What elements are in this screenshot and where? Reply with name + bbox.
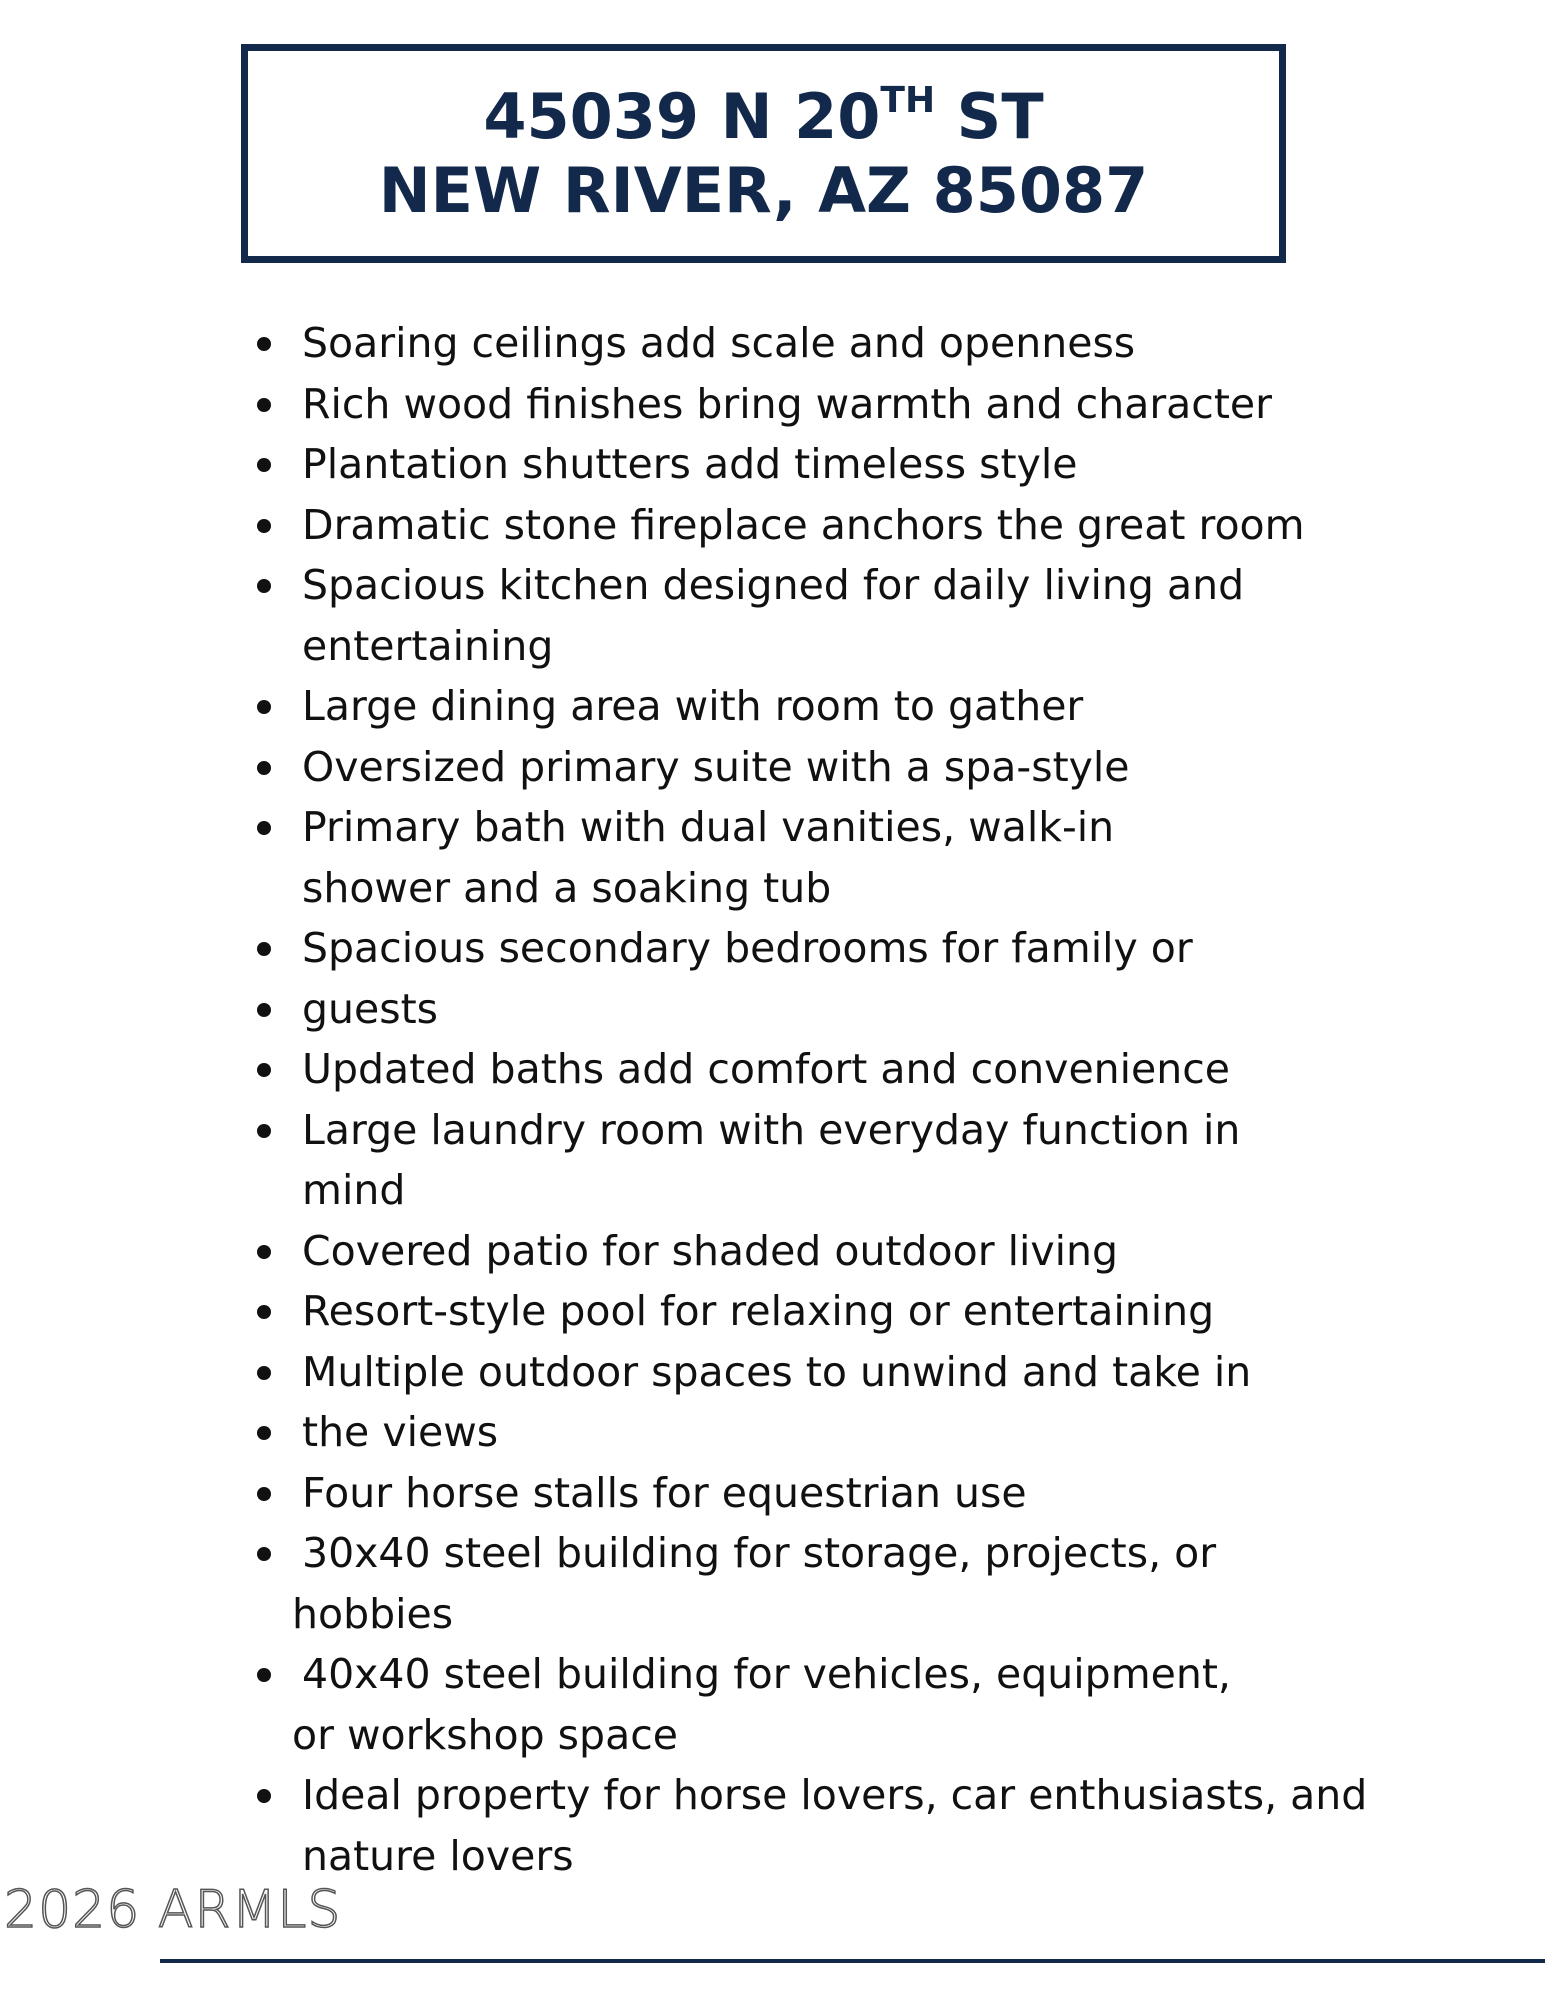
feature-text: Ideal property for horse lovers, car enthusiasts, and xyxy=(302,1771,1368,1819)
bullet-icon xyxy=(257,458,271,472)
bullet-icon xyxy=(257,1668,271,1682)
footer-divider xyxy=(160,1959,1545,1963)
feature-item xyxy=(0,1281,1545,1342)
bullet-icon xyxy=(257,398,271,412)
feature-item xyxy=(0,737,1545,798)
bullet-icon xyxy=(257,1003,271,1017)
feature-text: Soaring ceilings add scale and openness xyxy=(302,319,1136,367)
feature-item xyxy=(0,1100,1545,1221)
address-line-1-superscript: TH xyxy=(880,79,936,121)
bullet-icon xyxy=(257,1366,271,1380)
feature-item xyxy=(0,1342,1545,1403)
address-title-box xyxy=(241,44,1286,263)
feature-item xyxy=(0,1402,1545,1463)
feature-item xyxy=(0,918,1545,979)
feature-text: guests xyxy=(302,984,439,1033)
feature-item xyxy=(0,676,1545,737)
feature-item xyxy=(0,1039,1545,1100)
feature-item xyxy=(0,1644,1545,1765)
address-line-1 xyxy=(483,80,1043,154)
feature-text: Rich wood finishes bring warmth and character xyxy=(302,379,1273,428)
feature-item xyxy=(0,1221,1545,1282)
feature-text: Oversized primary suite with a spa-style xyxy=(302,742,1130,791)
feature-list xyxy=(0,313,1545,1886)
bullet-icon xyxy=(257,1547,271,1561)
address-line-2: NEW RIVER, AZ 85087 xyxy=(378,153,1149,227)
feature-item xyxy=(0,1463,1545,1524)
address-line-1-prefix: 45039 N 20 xyxy=(483,79,881,153)
feature-text: Plantation shutters add timeless style xyxy=(302,440,1078,488)
feature-text: the views xyxy=(302,1408,499,1456)
feature-text: Large laundry room with everyday function in xyxy=(302,1105,1241,1154)
feature-text: Spacious kitchen designed for daily living and xyxy=(302,561,1245,609)
bullet-icon xyxy=(257,1487,271,1501)
bullet-icon xyxy=(257,1063,271,1077)
bullet-icon xyxy=(257,942,271,956)
feature-text-continuation: or workshop space xyxy=(292,1710,678,1759)
bullet-icon xyxy=(257,519,271,533)
feature-item xyxy=(0,979,1545,1040)
feature-text-continuation: mind xyxy=(302,1166,406,1214)
feature-text: Spacious secondary bedrooms for family or xyxy=(302,924,1193,972)
feature-text-continuation: entertaining xyxy=(302,621,554,670)
feature-item xyxy=(0,1523,1545,1644)
bullet-icon xyxy=(257,761,271,775)
feature-text: Resort-style pool for relaxing or entertaining xyxy=(302,1287,1215,1335)
feature-text: Dramatic stone fireplace anchors the great room xyxy=(302,500,1305,549)
feature-text-continuation: hobbies xyxy=(292,1589,454,1638)
feature-item xyxy=(0,495,1545,556)
feature-text: Large dining area with room to gather xyxy=(302,682,1084,730)
feature-item xyxy=(0,434,1545,495)
bullet-icon xyxy=(257,821,271,835)
bullet-icon xyxy=(257,700,271,714)
feature-text: 30x40 steel building for storage, projects, or xyxy=(302,1529,1217,1577)
bullet-icon xyxy=(257,1245,271,1259)
feature-text: Primary bath with dual vanities, walk-in xyxy=(302,803,1115,851)
watermark: 2026 ARMLS xyxy=(4,1880,342,1940)
bullet-icon xyxy=(257,1426,271,1440)
feature-text: Covered patio for shaded outdoor living xyxy=(302,1226,1119,1275)
bullet-icon xyxy=(257,337,271,351)
feature-text: Four horse stalls for equestrian use xyxy=(302,1468,1027,1517)
feature-item xyxy=(0,797,1545,918)
bullet-icon xyxy=(257,1789,271,1803)
feature-item xyxy=(0,313,1545,374)
feature-item xyxy=(0,374,1545,435)
bullet-icon xyxy=(257,579,271,593)
feature-item xyxy=(0,1765,1545,1886)
feature-text-continuation: nature lovers xyxy=(302,1831,574,1880)
feature-text-continuation: shower and a soaking tub xyxy=(302,863,832,912)
feature-text: Multiple outdoor spaces to unwind and take in xyxy=(302,1347,1252,1396)
bullet-icon xyxy=(257,1305,271,1319)
address-line-1-suffix: ST xyxy=(935,79,1044,153)
feature-item xyxy=(0,555,1545,676)
feature-text: Updated baths add comfort and convenience xyxy=(302,1045,1231,1093)
bullet-icon xyxy=(257,1124,271,1138)
feature-text: 40x40 steel building for vehicles, equipment, xyxy=(302,1650,1231,1698)
